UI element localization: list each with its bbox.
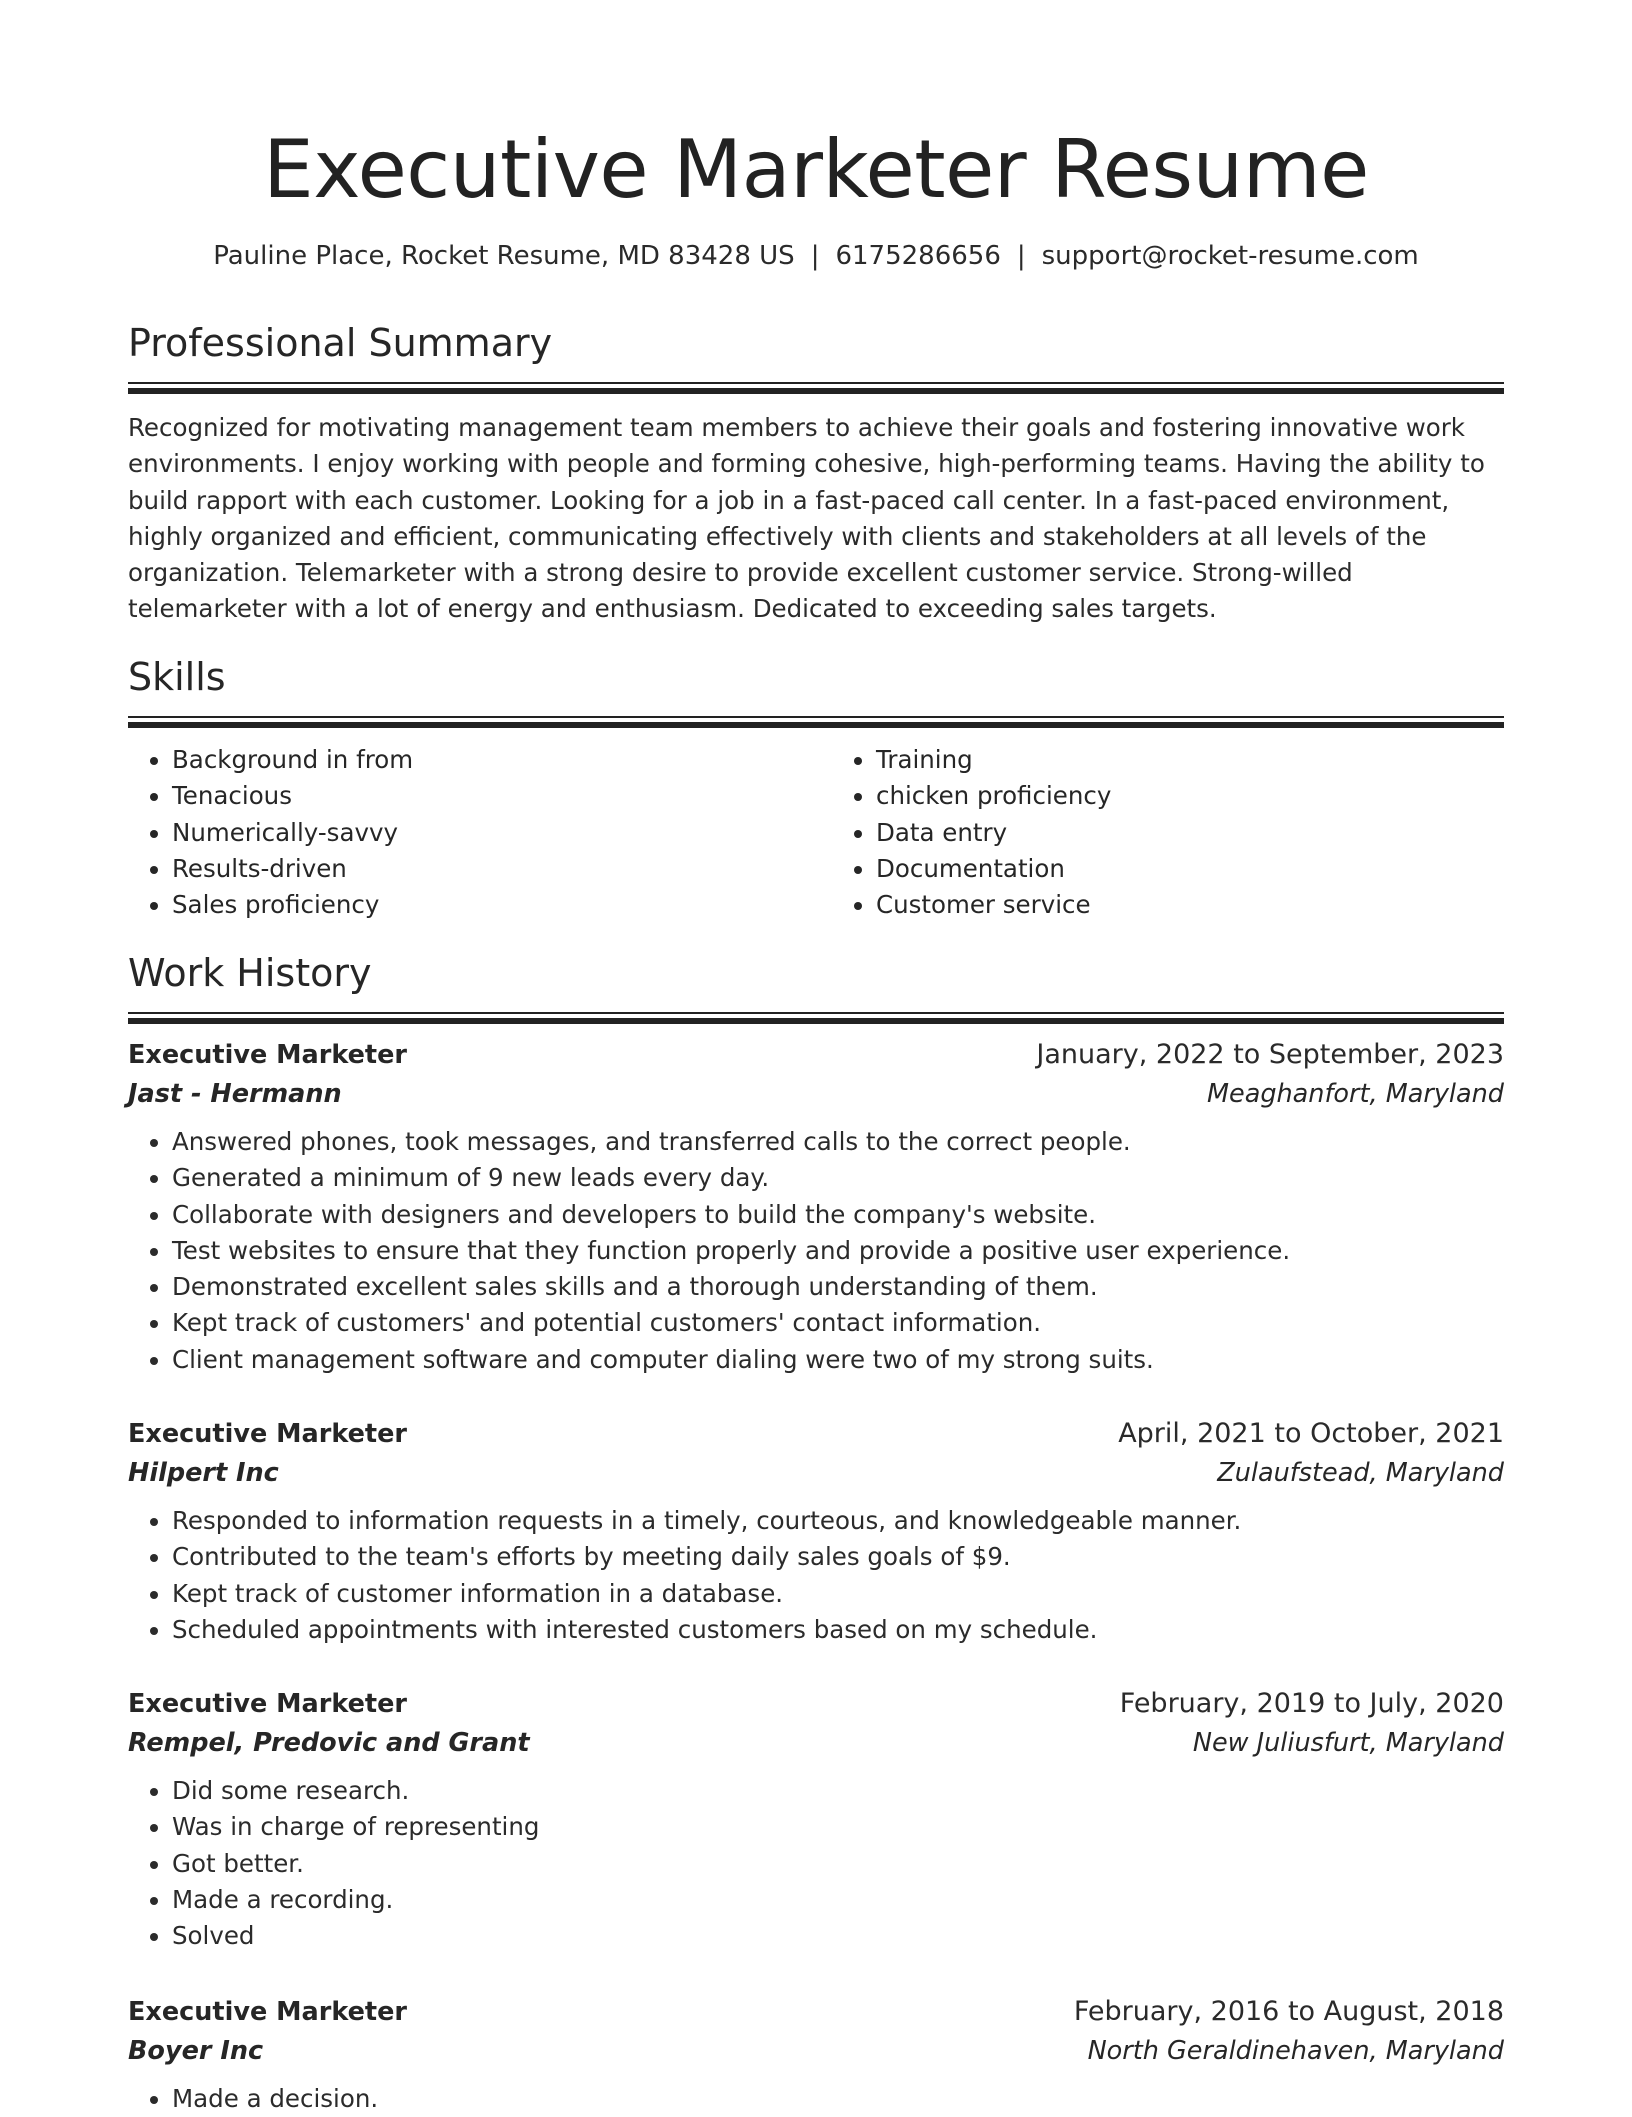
skill-item: • Data entry [876, 815, 1504, 851]
job-duty: • Answered phones, took messages, and transferred calls to the correct people. [172, 1124, 1504, 1160]
section-divider [128, 716, 1504, 728]
job-dates: April, 2021 to October, 2021 [1118, 1418, 1504, 1449]
job-title: Executive Marketer [128, 1997, 407, 2027]
job-duty: • Client management software and computer dialing were two of my strong suits. [172, 1342, 1504, 1378]
job-duties-list [128, 1124, 1504, 1378]
job-header [128, 1993, 1504, 2031]
skill-item: • Results-driven [172, 851, 816, 887]
job-duty: • Responded to information requests in a timely, courteous, and knowledgeable manner. [172, 1503, 1504, 1539]
skills-section [128, 652, 1504, 923]
section-divider [128, 1012, 1504, 1024]
job-header [128, 1036, 1504, 1074]
skill-item: • Tenacious [172, 778, 816, 814]
skills-list-left [128, 742, 816, 923]
contact-address: Pauline Place, Rocket Resume, MD 83428 US [213, 241, 795, 271]
section-heading: Professional Summary [128, 321, 553, 365]
job-location: Zulaufstead, Maryland [1217, 1458, 1504, 1488]
job-duty: • Made a decision. [172, 2081, 1504, 2117]
job-location: North Geraldinehaven, Maryland [1087, 2036, 1504, 2066]
job-title: Executive Marketer [128, 1419, 407, 1449]
contact-separator: | [810, 241, 820, 271]
skills-list-right [816, 742, 1504, 923]
job-subheader [128, 1453, 1504, 1493]
professional-summary-section [128, 318, 1504, 652]
job-duty: • Kept track of customers' and potential customers' contact information. [172, 1305, 1504, 1341]
skill-item: • Background in from [172, 742, 816, 778]
contact-email[interactable]: support@rocket-resume.com [1041, 241, 1419, 271]
job-subheader [128, 2031, 1504, 2071]
job-duty: • Scheduled appointments with interested customers based on my schedule. [172, 1612, 1504, 1648]
job-duty: • Made a recording. [172, 1882, 1504, 1918]
job-subheader [128, 1723, 1504, 1763]
job-duty: • Did some research. [172, 1773, 1504, 1809]
skill-item: • Sales proficiency [172, 887, 816, 923]
section-heading: Work History [128, 951, 372, 995]
skill-item: • Training [876, 742, 1504, 778]
job-duties-list [128, 1503, 1504, 1648]
job-duty: • Generated a minimum of 9 new leads every day. [172, 1160, 1504, 1196]
job-duty: • Solved [172, 1918, 1504, 1954]
job-duty: • Contributed to the team's efforts by meeting daily sales goals of $9. [172, 1539, 1504, 1575]
job-duty: • Was in charge of representing [172, 1809, 1504, 1845]
skills-columns [128, 742, 1504, 923]
job-header [128, 1415, 1504, 1453]
job-duties-list [128, 1773, 1504, 1954]
job-duty: • Got better. [172, 1846, 1504, 1882]
work-history-section [128, 948, 1504, 1024]
job-duty: • Demonstrated excellent sales skills and a thorough understanding of them. [172, 1269, 1504, 1305]
job-company: Jast - Hermann [128, 1079, 342, 1109]
job-title: Executive Marketer [128, 1040, 407, 1070]
section-heading: Skills [128, 655, 226, 699]
job-entry [128, 1993, 1504, 2117]
job-entry [128, 1415, 1504, 1648]
job-company: Boyer Inc [128, 2036, 264, 2066]
job-subheader [128, 1074, 1504, 1114]
job-duty: • Collaborate with designers and developers to build the company's website. [172, 1197, 1504, 1233]
job-title: Executive Marketer [128, 1689, 407, 1719]
job-company: Hilpert Inc [128, 1458, 279, 1488]
contact-phone: 6175286656 [835, 241, 1001, 271]
skill-item: • Customer service [876, 887, 1504, 923]
summary-text: Recognized for motivating management team members to achieve their goals and fostering innovative work environments. I enjoy working with people and forming cohesive, high-performing teams. Having the ability to build rapport with each customer. Looking for a job in a fast-paced call center. In a fast-paced environment, highly organized and efficient, communicating effectively with clients and stakeholders at all levels of the organization. Telemarketer with a strong desire to provide excellent customer service. Strong-willed telemarketer with a lot of energy and enthusiasm. Dedicated to exceeding sales targets. [128, 413, 1485, 624]
contact-line [128, 238, 1504, 274]
job-company: Rempel, Predovic and Grant [128, 1728, 530, 1758]
job-dates: February, 2019 to July, 2020 [1119, 1688, 1504, 1719]
job-location: New Juliusfurt, Maryland [1192, 1728, 1504, 1758]
skill-item: • Documentation [876, 851, 1504, 887]
skill-item: • Numerically-savvy [172, 815, 816, 851]
job-dates: February, 2016 to August, 2018 [1073, 1996, 1504, 2027]
job-entry [128, 1685, 1504, 1954]
page-title: Executive Marketer Resume [263, 123, 1369, 216]
job-location: Meaghanfort, Maryland [1207, 1079, 1504, 1109]
resume-page [128, 0, 1504, 2113]
job-header [128, 1685, 1504, 1723]
job-duty: • Test websites to ensure that they function properly and provide a positive user experience. [172, 1233, 1504, 1269]
job-duty: • Kept track of customer information in a database. [172, 1576, 1504, 1612]
section-divider [128, 382, 1504, 394]
job-entry [128, 1036, 1504, 1378]
job-dates: January, 2022 to September, 2023 [1036, 1039, 1504, 1070]
skill-item: • chicken proficiency [876, 778, 1504, 814]
contact-separator: | [1016, 241, 1026, 271]
